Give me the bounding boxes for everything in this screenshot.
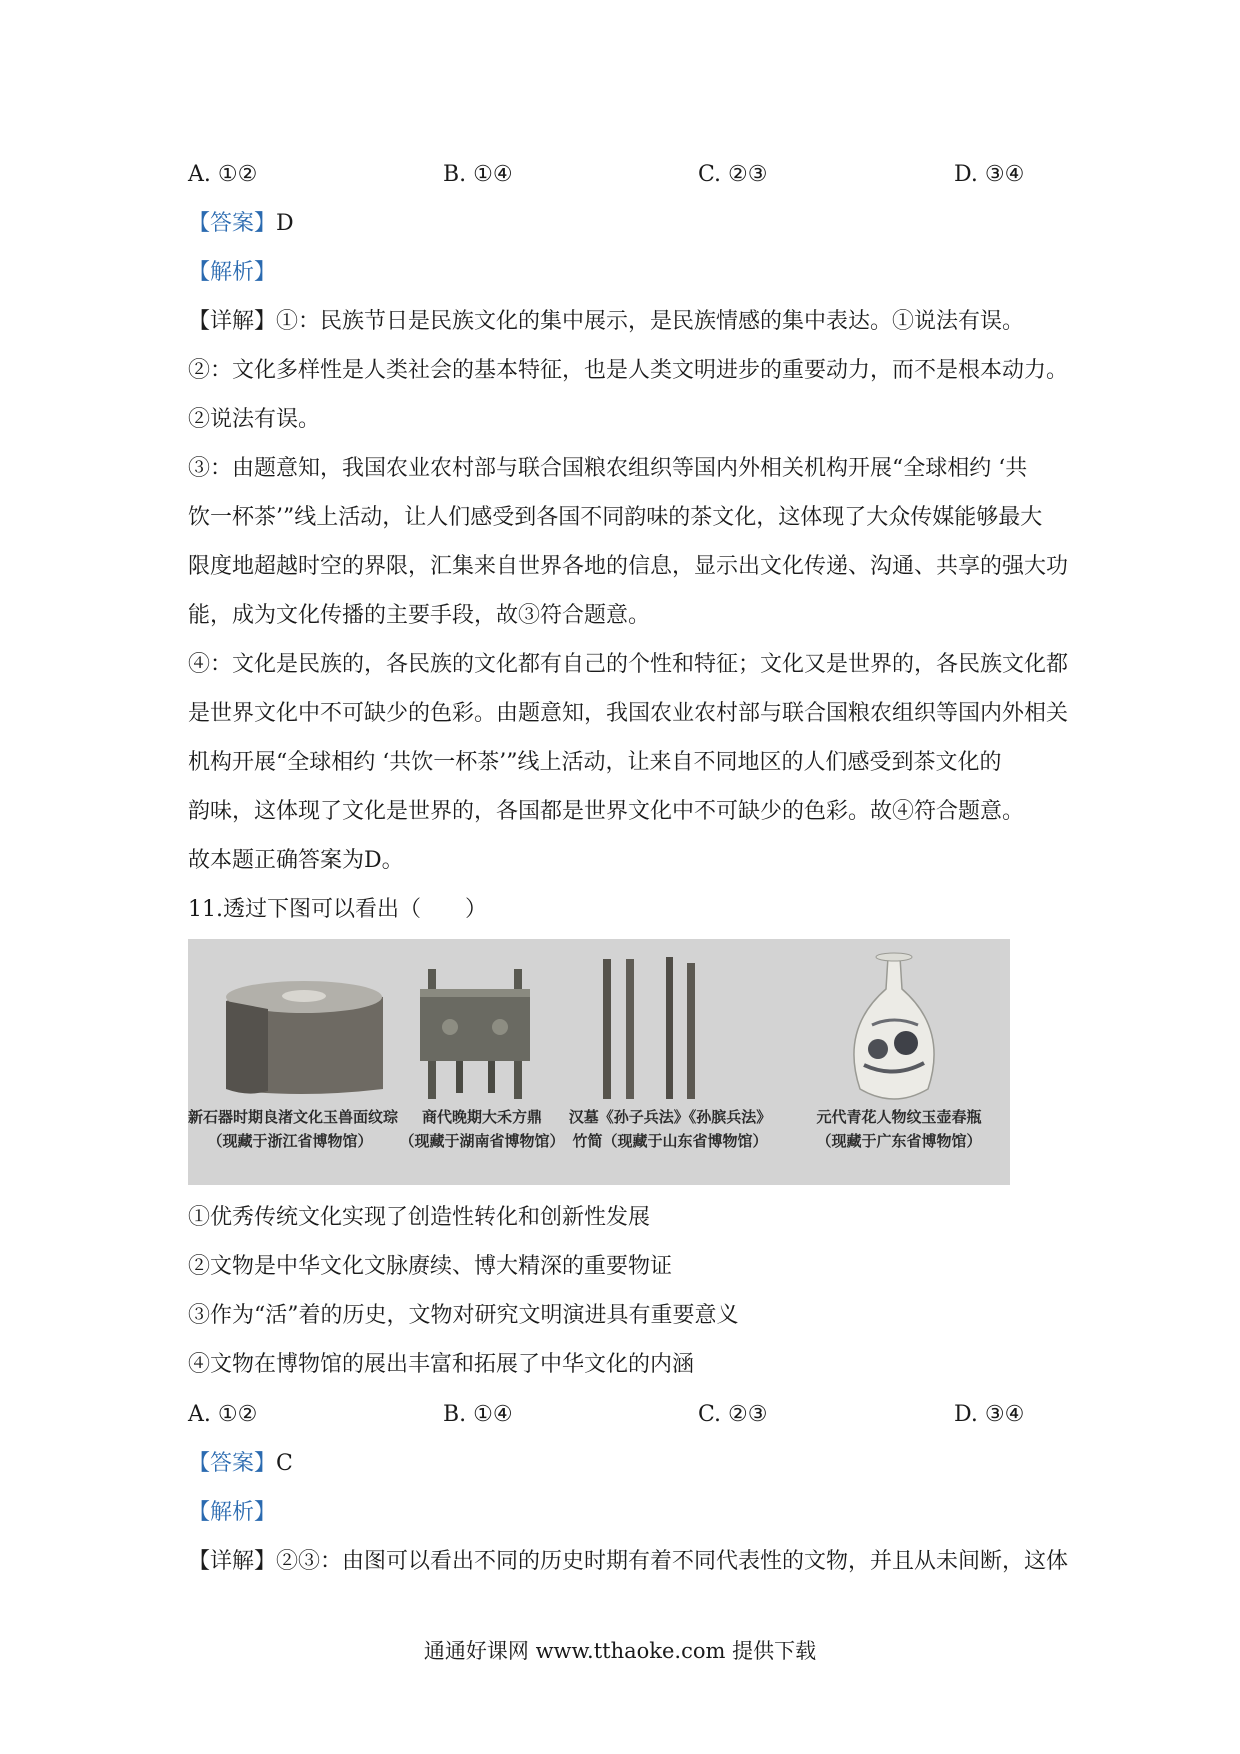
q10-option-b: B. ①④ — [443, 162, 513, 187]
artifact-figure — [188, 939, 1010, 1185]
q10-line: 韵味，这体现了文化是世界的，各国都是世界文化中不可缺少的色彩。故④符合题意。 — [188, 799, 1025, 824]
q10-analysis-tag: 【解析】 — [188, 260, 277, 285]
caption-title: 商代晚期大禾方鼎 — [421, 1108, 542, 1126]
q11-statement-4: ④文物在博物馆的展出丰富和拓展了中华文化的内涵 — [188, 1352, 695, 1377]
q11-option-c: C. ②③ — [698, 1402, 768, 1427]
q10-answer — [188, 209, 294, 239]
answer-value: D — [276, 211, 294, 236]
q10-line: 机构开展“全球相约 ‘共饮一杯茶’”线上活动，让来自不同地区的人们感受到茶文化的 — [188, 750, 1002, 775]
q10-line: ②：文化多样性是人类社会的基本特征，也是人类文明进步的重要动力，而不是根本动力。 — [188, 358, 1069, 383]
q11-statement-2: ②文物是中华文化文脉赓续、博大精深的重要物证 — [188, 1254, 673, 1279]
q11-analysis-tag: 【解析】 — [188, 1500, 277, 1525]
q10-option-d: D. ③④ — [954, 162, 1025, 187]
detail-text: ②③：由图可以看出不同的历史时期有着不同代表性的文物，并且从未间断，这体 — [276, 1549, 1069, 1574]
q10-line: ④：文化是民族的，各民族的文化都有自己的个性和特征；文化又是世界的，各民族文化都 — [188, 652, 1069, 677]
q11-stem: 11.透过下图可以看出（ ） — [188, 897, 487, 922]
page-footer: 通通好课网 www.tthaoke.com 提供下载 — [423, 1639, 817, 1663]
answer-value: C — [276, 1451, 293, 1476]
caption-title: 汉墓《孙子兵法》《孙膑兵法》 — [568, 1108, 772, 1126]
q10-line: ③：由题意知，我国农业农村部与联合国粮农组织等国内外相关机构开展“全球相约 ‘共 — [188, 456, 1028, 481]
q11-option-b: B. ①④ — [443, 1402, 513, 1427]
caption-bamboo-slips — [550, 1105, 790, 1153]
caption-location: 竹简（现藏于山东省博物馆） — [572, 1132, 768, 1150]
caption-vase — [788, 1105, 1010, 1153]
jade-cong-image — [226, 981, 383, 1094]
caption-title: 新石器时期良渚文化玉兽面纹琮 — [188, 1108, 399, 1126]
bamboo-slips-image — [603, 957, 695, 1099]
q10-line: 能，成为文化传播的主要手段，故③符合题意。 — [188, 603, 651, 628]
detail-tag: 【详解】 — [188, 1549, 277, 1574]
caption-location: （现藏于浙江省博物馆） — [207, 1132, 373, 1150]
q10-detail-line — [188, 307, 1024, 337]
caption-jade-cong — [188, 1105, 399, 1153]
q11-option-d: D. ③④ — [954, 1402, 1025, 1427]
caption-title: 元代青花人物纹玉壶春瓶 — [816, 1108, 982, 1126]
q10-conclusion: 故本题正确答案为D。 — [188, 848, 404, 873]
q11-detail-line — [188, 1547, 1068, 1577]
q10-option-c: C. ②③ — [698, 162, 768, 187]
q11-statement-3: ③作为“活”着的历史，文物对研究文明演进具有重要意义 — [188, 1303, 739, 1328]
answer-tag: 【答案】 — [188, 211, 277, 236]
answer-tag: 【答案】 — [188, 1451, 277, 1476]
q10-line: ②说法有误。 — [188, 407, 321, 432]
caption-location: （现藏于湖南省博物馆） — [399, 1132, 565, 1150]
bronze-ding-image — [420, 969, 530, 1099]
q10-option-a: A. ①② — [188, 162, 258, 187]
q11-option-a: A. ①② — [188, 1402, 258, 1427]
q10-line: 饮一杯茶’”线上活动，让人们感受到各国不同韵味的茶文化，这体现了大众传媒能够最大 — [188, 505, 1043, 530]
caption-location: （现藏于广东省博物馆） — [816, 1132, 982, 1150]
detail-tag: 【详解】 — [188, 309, 277, 334]
q10-line: 限度地超越时空的界限，汇集来自世界各地的信息，显示出文化传递、沟通、共享的强大功 — [188, 554, 1069, 579]
q11-answer — [188, 1449, 293, 1479]
detail-text: ①：民族节日是民族文化的集中展示，是民族情感的集中表达。①说法有误。 — [276, 309, 1025, 334]
q10-line: 是世界文化中不可缺少的色彩。由题意知，我国农业农村部与联合国粮农组织等国内外相关 — [188, 701, 1069, 726]
q11-statement-1: ①优秀传统文化实现了创造性转化和创新性发展 — [188, 1205, 651, 1230]
porcelain-vase-image — [854, 953, 934, 1099]
